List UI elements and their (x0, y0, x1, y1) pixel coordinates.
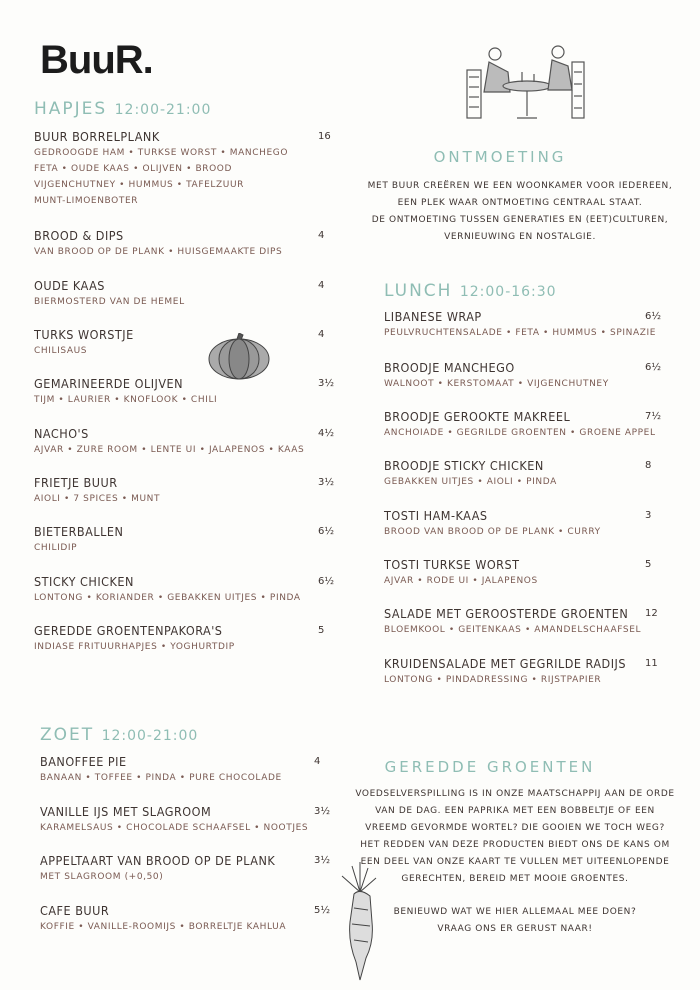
logo: BuuR. (40, 38, 153, 82)
menu-item-description: WALNOOT • KERSTOMAAT • VIJGENCHUTNEY (384, 379, 609, 389)
menu-item (34, 228, 325, 260)
menu-item-description: PEULVRUCHTENSALADE • FETA • HUMMUS • SPINAZIE (384, 328, 657, 338)
menu-item-name: OUDE KAAS (34, 278, 105, 293)
menu-item (384, 458, 652, 490)
menu-item-price: 4½ (318, 428, 335, 439)
menu-item (40, 804, 331, 836)
menu-item-description: KARAMELSAUS • CHOCOLADE SCHAAFSEL • NOOTJES (40, 823, 309, 833)
paragraph-line: EEN PLEK WAAR ONTMOETING CENTRAAL STAAT. (397, 198, 643, 208)
ontmoeting-text (360, 178, 680, 246)
zoet-title (40, 725, 198, 745)
groenten-text (350, 786, 680, 938)
lunch-title (384, 281, 557, 301)
menu-item (34, 524, 335, 556)
menu-item-description: MUNT-LIMOENBOTER (34, 196, 139, 206)
menu-item-name: VANILLE IJS MET SLAGROOM (40, 804, 212, 819)
paragraph-line: HET REDDEN VAN DEZE PRODUCTEN BIEDT ONS DE KANS OM (360, 840, 670, 850)
paragraph-line: VRAAG ONS ER GERUST NAAR! (437, 924, 593, 934)
menu-item-name: CAFE BUUR (40, 903, 110, 918)
hapjes-title (34, 99, 211, 119)
menu-item (384, 606, 658, 638)
menu-item-name: BROODJE STICKY CHICKEN (384, 458, 544, 473)
menu-item (34, 376, 335, 408)
paragraph-line: MET BUUR CREËREN WE EEN WOONKAMER VOOR IEDEREEN, (367, 181, 673, 191)
menu-item (34, 278, 325, 310)
lunch-time: 12:00-16:30 (459, 284, 557, 300)
menu-item-price: 6½ (318, 526, 335, 537)
menu-item-name: STICKY CHICKEN (34, 574, 134, 589)
paragraph-line: BENIEUWD WAT WE HIER ALLEMAAL MEE DOEN? (393, 907, 637, 917)
menu-item-description: AIOLI • 7 SPICES • MUNT (34, 494, 161, 504)
menu-item (40, 754, 321, 786)
menu-item-description: MET SLAGROOM (+0,50) (40, 872, 164, 882)
zoet-heading: ZOET (40, 725, 95, 745)
paragraph-line (350, 888, 680, 904)
menu-item (40, 903, 331, 935)
menu-item-description: FETA • OUDE KAAS • OLIJVEN • BROOD (34, 164, 232, 174)
paragraph-line: GERECHTEN, BEREID MET MOOIE GROENTES. (401, 874, 629, 884)
menu-item-description: INDIASE FRITUURHAPJES • YOGHURTDIP (34, 642, 235, 652)
paragraph-line: VAN DE DAG. EEN PAPRIKA MET EEN BOBBELTJE OF EEN (375, 806, 655, 816)
menu-item-name: TURKS WORSTJE (34, 327, 134, 342)
menu-item (384, 360, 662, 392)
menu-item-price: 6½ (318, 576, 335, 587)
pumpkin-illustration (206, 333, 272, 381)
menu-item (384, 508, 652, 540)
menu-item-name: FRIETJE BUUR (34, 475, 118, 490)
hapjes-heading: HAPJES (34, 99, 108, 119)
menu-item (34, 426, 335, 458)
menu-item-price: 6½ (645, 362, 662, 373)
menu-item (34, 475, 335, 507)
ontmoeting-title: ONTMOETING (433, 148, 567, 166)
menu-item-description: KOFFIE • VANILLE-ROOMIJS • BORRELTJE KAHLUA (40, 922, 287, 932)
menu-item-description: BANAAN • TOFFEE • PINDA • PURE CHOCOLADE (40, 773, 282, 783)
menu-item-description: VAN BROOD OP DE PLANK • HUISGEMAAKTE DIPS (34, 247, 283, 257)
menu-item-price: 12 (645, 608, 658, 619)
menu-item-price: 6½ (645, 311, 662, 322)
menu-item-name: LIBANESE WRAP (384, 309, 482, 324)
menu-item-name: GEMARINEERDE OLIJVEN (34, 376, 184, 391)
menu-item-description: GEBAKKEN UITJES • AIOLI • PINDA (384, 477, 557, 487)
menu-item (34, 327, 325, 359)
menu-item-description: GEDROOGDE HAM • TURKSE WORST • MANCHEGO (34, 148, 289, 158)
menu-item-price: 7½ (645, 411, 662, 422)
menu-item-name: TOSTI TURKSE WORST (384, 557, 520, 572)
menu-item-price: 5 (645, 559, 652, 570)
carrot-illustration (330, 862, 390, 982)
menu-item-description: AJVAR • RODE UI • JALAPENOS (384, 576, 538, 586)
menu-item-name: BROOD & DIPS (34, 228, 124, 243)
menu-item-description: LONTONG • PINDADRESSING • RIJSTPAPIER (384, 675, 602, 685)
menu-item-price: 11 (645, 658, 658, 669)
zoet-time: 12:00-21:00 (101, 728, 199, 744)
menu-item (40, 853, 331, 885)
menu-item-description: BLOEMKOOL • GEITENKAAS • AMANDELSCHAAFSEL (384, 625, 642, 635)
menu-item-name: BIETERBALLEN (34, 524, 124, 539)
menu-item (34, 129, 331, 209)
menu-item-description: CHILISAUS (34, 346, 88, 356)
menu-item (384, 409, 662, 441)
menu-item-name: GEREDDE GROENTENPAKORA'S (34, 623, 223, 638)
people-at-table-illustration (462, 42, 588, 122)
menu-item-description: LONTONG • KORIANDER • GEBAKKEN UITJES • PINDA (34, 593, 301, 603)
menu-item-name: TOSTI HAM-KAAS (384, 508, 488, 523)
menu-item (384, 309, 662, 341)
paragraph-line: DE ONTMOETING TUSSEN GENERATIES EN (EET)CULTUREN, (371, 215, 669, 225)
menu-item-price: 5½ (314, 905, 331, 916)
lunch-heading: LUNCH (384, 281, 453, 301)
menu-item-price: 4 (314, 756, 321, 767)
menu-item-name: BROODJE GEROOKTE MAKREEL (384, 409, 571, 424)
menu-item-price: 4 (318, 280, 325, 291)
menu-item-description: BIERMOSTERD VAN DE HEMEL (34, 297, 185, 307)
menu-item-description: ANCHOIADE • GEGRILDE GROENTEN • GROENE APPEL (384, 428, 656, 438)
menu-item-description: AJVAR • ZURE ROOM • LENTE UI • JALAPENOS • KAAS (34, 445, 305, 455)
menu-item-name: APPELTAART VAN BROOD OP DE PLANK (40, 853, 276, 868)
menu-item (34, 623, 325, 655)
menu-item-price: 3½ (314, 806, 331, 817)
menu-item-name: SALADE MET GEROOSTERDE GROENTEN (384, 606, 629, 621)
paragraph-line: VREEMD GEVORMDE WORTEL? DIE GOOIEN WE TOCH WEG? (365, 823, 665, 833)
menu-item-price: 3½ (314, 855, 331, 866)
menu-item-price: 16 (318, 131, 331, 142)
menu-item-name: BUUR BORRELPLANK (34, 129, 160, 144)
menu-item-price: 8 (645, 460, 652, 471)
hapjes-time: 12:00-21:00 (114, 102, 212, 118)
menu-item-price: 3½ (318, 477, 335, 488)
menu-item-price: 4 (318, 230, 325, 241)
menu-item-price: 4 (318, 329, 325, 340)
menu-item-description: VIJGENCHUTNEY • HUMMUS • TAFELZUUR (34, 180, 244, 190)
paragraph-line: VOEDSELVERSPILLING IS IN ONZE MAATSCHAPPIJ AAN DE ORDE (355, 789, 675, 799)
menu-item (384, 557, 652, 589)
paragraph-line: VERNIEUWING EN NOSTALGIE. (444, 232, 596, 242)
menu-item-description: BROOD VAN BROOD OP DE PLANK • CURRY (384, 527, 601, 537)
menu-item (34, 574, 335, 606)
menu-item (384, 656, 658, 688)
groenten-title: GEREDDE GROENTEN (384, 758, 596, 776)
menu-item-name: KRUIDENSALADE MET GEGRILDE RADIJS (384, 656, 626, 671)
menu-item-price: 5 (318, 625, 325, 636)
menu-item-price: 3½ (318, 378, 335, 389)
menu-item-name: BROODJE MANCHEGO (384, 360, 515, 375)
menu-item-description: CHILIDIP (34, 543, 78, 553)
menu-item-description: TIJM • LAURIER • KNOFLOOK • CHILI (34, 395, 218, 405)
menu-item-name: BANOFFEE PIE (40, 754, 127, 769)
menu-item-name: NACHO'S (34, 426, 89, 441)
menu-item-price: 3 (645, 510, 652, 521)
paragraph-line: EEN DEEL VAN ONZE KAART TE VULLEN MET UITEENLOPENDE (360, 857, 670, 867)
